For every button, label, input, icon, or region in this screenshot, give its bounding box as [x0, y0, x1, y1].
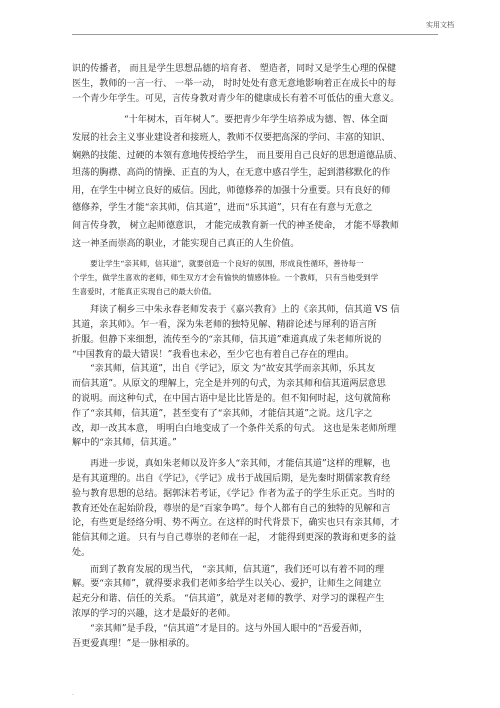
text-line: 发展的社会主义事业建设者和接班人，教师不仅要把高深的学问、丰富的知识、	[72, 132, 391, 143]
paragraph-1	[72, 62, 438, 106]
text-line: 坦荡的胸襟、高尚的情操、正直的为人，在无意中感召学生，起到潜移默化的作	[72, 168, 391, 179]
text-line: 而到了教育发展的现当代， “亲其师，信其道”，我们还可以有着不同的理	[90, 564, 385, 575]
text-line: 其道，亲其师》。乍一看，深为朱老师的独特见解、精辟论述与犀利的语言所	[72, 319, 377, 330]
text-line: 浓厚的学习的兴趣，这才是最好的老师。	[72, 609, 236, 620]
text-line: 医生，教师的一言一行、 一举一动， 时时处处有意无意地影响着正在成长中的每	[72, 78, 397, 89]
text-line: 再进一步说，真如朱老师以及许多人“亲其师，才能信其道”这样的理解，也	[90, 459, 391, 470]
text-line: 娴熟的技能、过硬的本领有意地传授给学生， 而且要用自己良好的思想道德品质、	[72, 150, 403, 161]
document-body	[72, 62, 438, 651]
paragraph-8	[72, 622, 438, 652]
paragraph-6	[72, 457, 438, 561]
text-line: “亲其师”是手段，“信其道”才是目的。这与外国人眼中的“吾爱吾师，	[90, 623, 368, 634]
paragraph-4	[72, 303, 438, 362]
header-rule	[72, 34, 438, 35]
text-line: 间言传身教， 树立起师德意识， 才能完成教育新一代的神圣使命， 才能不辱教师	[72, 220, 399, 231]
text-line: 起充分和谐、信任的关系。 “信其道”，就是对老师的教学、对学习的课程产生	[72, 594, 385, 605]
text-line: 教育还处在起始阶段，尊崇的是“百家争鸣”。每个人都有自己的独特的见解和言	[72, 503, 391, 514]
text-line: 个学生，做学生喜欢的老师，师生双方才会有愉快的情感体验。一个教师， 只有当他受到学	[72, 273, 379, 283]
text-line: 用，在学生中树立良好的威信。因此，师德修养的加强十分重要。只有良好的师	[72, 185, 391, 196]
text-line: 拜读了桐乡三中朱永春老师发表于《嘉兴教育》上的《亲其师，信其道 VS 信	[90, 305, 400, 316]
text-line: 验与教育思想的总结。据郭沫若考证，《学记》作者为孟子的学生乐正克。当时的	[72, 488, 395, 499]
text-line: 吾更爱真理！”是一脉相承的。	[72, 638, 195, 649]
text-line: 而信其道”。从原文的理解上，完全是并列的句式，为亲其师和信其道两层意思	[72, 379, 386, 390]
text-line: “十年树木，百年树人”。要把青少年学生培养成为德、智、体全面	[124, 115, 388, 126]
text-line: 德修养，学生才能“亲其师，信其道”，进而“乐其道”，只有在有意与无意之	[72, 203, 373, 214]
text-line: “中国教育的最大错误！”我看也未必，至少它也有着自己存在的理由。	[72, 349, 355, 360]
text-line: “亲其师，信其道”，出自《学记》，原文 为“故安其学而亲其师，乐其友	[90, 364, 376, 375]
text-line: 论，有些更是经络分明、势不两立。在这样的时代背景下，确实也只有亲其师，才	[72, 518, 400, 529]
header-label: 实用文档	[426, 21, 454, 29]
text-line: 解。要“亲其师”，就得要求我们老师多给学生以关心、爱护，让师生之间建立	[72, 579, 382, 590]
text-line: 能信其师之道。 只有与自己尊崇的老师在一起， 才能得到更深的教诲和更多的益	[72, 533, 397, 544]
text-line: 是有其道理的。出自《学记》，《学记》成书于战国后期，是先秦时期儒家教育经	[72, 473, 391, 484]
text-line: 处。	[72, 547, 91, 558]
text-line: 这一神圣而崇高的职业，才能实现自己真正的人生价值。	[72, 238, 300, 249]
paragraph-2	[72, 130, 438, 253]
text-line: 改，却一改其本意， 明明白白地变成了一个条件关系的句式。 这也是朱老师所理	[72, 423, 397, 434]
text-line: 识的传播者， 而且是学生思想品德的培育者、 塑造者，同时又是学生心理的保健	[72, 64, 397, 74]
paragraph-7	[72, 563, 438, 622]
text-line: 解中的“亲其师，信其道。”	[72, 438, 177, 449]
footer-mark: .	[72, 690, 74, 697]
paragraph-5	[72, 362, 438, 451]
paragraph-2-first	[72, 112, 438, 130]
text-line: 的说明。而这种句式，在中国古语中是比比皆是的。但不知何时起，这句就简称	[72, 393, 391, 404]
text-line: 生喜爱时，才能真正实现自己的最大价值。	[72, 287, 217, 297]
text-line: 折服。但静下来细想，流传至今的“亲其师，信其道”难道真成了朱老师所说的	[72, 334, 382, 345]
text-line: 要让学生“亲其师，信其道”，就要创造一个良好的氛围，形成良性循环，善待每一	[90, 259, 364, 269]
paragraph-3	[72, 257, 438, 299]
text-line: 一个青少年学生。可见，言传身教对青少年的健康成长有着不可低估的重大意义。	[72, 93, 400, 104]
text-line: 作了“亲其师，信其道”，甚至变有了“亲其师，才能信其道”之说。这几字之	[72, 408, 373, 419]
